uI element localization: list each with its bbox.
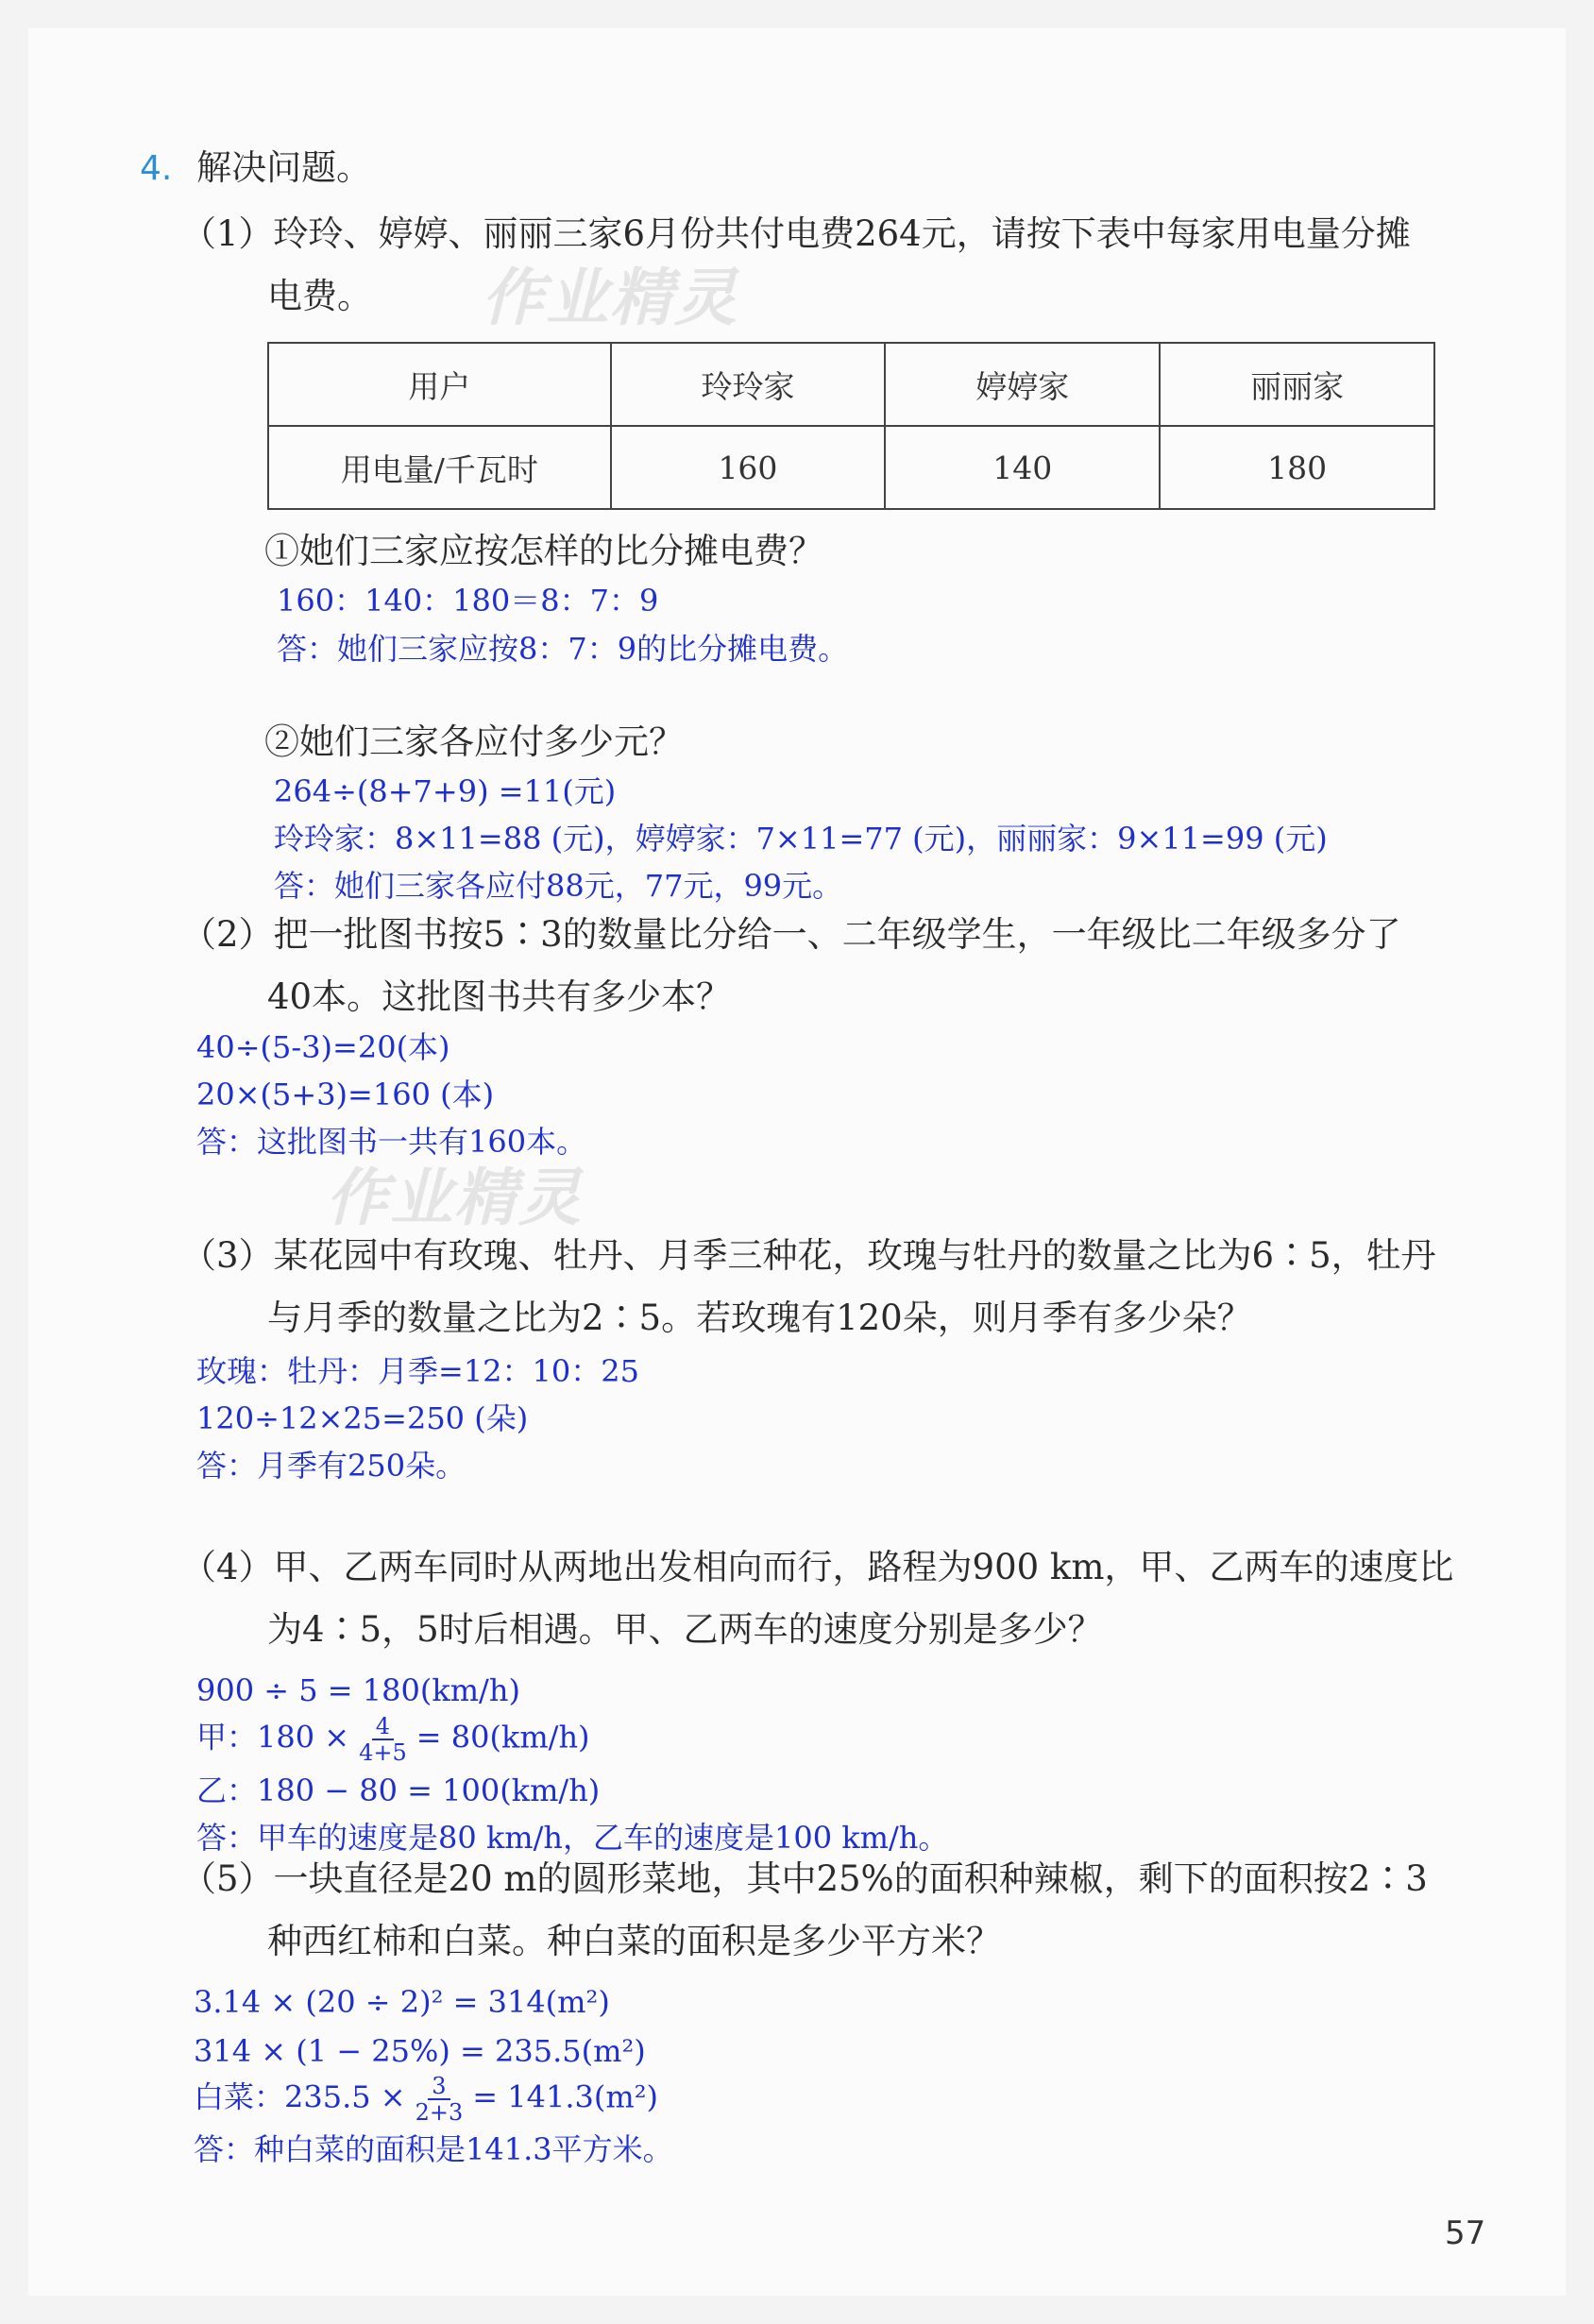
q5-answer-prefix: 白菜：235.5 × (194, 2078, 406, 2115)
section-heading (140, 145, 371, 192)
q5-answer-line: 314 × (1 − 25%) = 235.5(m²) (194, 2033, 646, 2069)
table-header-row (268, 343, 1434, 426)
watermark: 作业精灵 (482, 262, 738, 334)
q1-text-line1: （1）玲玲、婷婷、丽丽三家6月份共付电费264元，请按下表中每家用电量分摊 (181, 213, 1411, 254)
q5-answer-line: 答：种白菜的面积是141.3平方米。 (194, 2131, 673, 2167)
q5-text-line1: （5）一块直径是20 m的圆形菜地，其中25%的面积种辣椒，剩下的面积按2∶3 (181, 1858, 1428, 1899)
q1-sub1-answer-line: 答：她们三家应按8：7：9的比分摊电费。 (277, 631, 849, 667)
q5-answer-suffix: = 141.3(m²) (472, 2078, 658, 2115)
q2-answer-line: 40÷(5-3)=20(本) (196, 1029, 450, 1065)
table-cell: 160 (611, 426, 886, 509)
table-cell: 180 (1160, 426, 1434, 509)
q4-answer-line: 900 ÷ 5 = 180(km/h) (196, 1672, 520, 1708)
fraction (412, 2074, 467, 2125)
fraction-numerator: 4 (372, 1714, 394, 1740)
q4-text-line2: 为4∶5，5时后相遇。甲、乙两车的速度分别是多少？ (267, 1609, 1103, 1650)
table-cell: 用户 (268, 343, 611, 426)
q3-answer-line: 120÷12×25=250 (朵) (196, 1400, 529, 1436)
table-cell: 140 (885, 426, 1160, 509)
q1-sub1-answer-line: 160：140：180＝8：7：9 (277, 583, 659, 619)
q2-text-line1: （2）把一批图书按5∶3的数量比分给一、二年级学生，一年级比二年级多分了 (181, 914, 1401, 955)
table-cell: 婷婷家 (885, 343, 1160, 426)
q4-answer-line-fraction (196, 1714, 590, 1765)
section-title: 解决问题。 (196, 147, 372, 188)
fraction (355, 1714, 411, 1765)
q1-sub1-question: ①她们三家应按怎样的比分摊电费？ (264, 531, 823, 571)
section-number: 4. (140, 149, 173, 188)
q1-sub2-answer-line: 264÷(8+7+9) =11(元) (274, 773, 617, 809)
q3-text-line2: 与月季的数量之比为2∶5。若玫瑰有120朵，则月季有多少朵？ (267, 1298, 1252, 1338)
electricity-usage-table (267, 342, 1435, 510)
table-cell: 玲玲家 (611, 343, 886, 426)
q1-text-line2: 电费。 (267, 276, 372, 316)
q2-answer-line: 答：这批图书一共有160本。 (196, 1124, 587, 1160)
q1-sub2-question: ②她们三家各应付多少元？ (264, 721, 684, 762)
q5-answer-line: 3.14 × (20 ÷ 2)² = 314(m²) (194, 1984, 610, 2020)
table-cell: 用电量/千瓦时 (268, 426, 611, 509)
q4-answer-line: 答：甲车的速度是80 km/h，乙车的速度是100 km/h。 (196, 1820, 949, 1856)
fraction-denominator: 4+5 (359, 1739, 407, 1766)
q4-answer-prefix: 甲：180 × (196, 1719, 350, 1756)
q3-text-line1: （3）某花园中有玫瑰、牡丹、月季三种花，玫瑰与牡丹的数量之比为6∶5，牡丹 (181, 1235, 1436, 1276)
q3-answer-line: 答：月季有250朵。 (196, 1448, 466, 1484)
q1-sub2-answer-line: 答：她们三家各应付88元，77元，99元。 (274, 868, 843, 904)
q4-answer-line: 乙：180 − 80 = 100(km/h) (196, 1773, 601, 1808)
q4-answer-suffix: = 80(km/h) (415, 1719, 590, 1756)
q5-text-line2: 种西红柿和白菜。种白菜的面积是多少平方米？ (267, 1921, 1001, 1961)
q4-text-line1: （4）甲、乙两车同时从两地出发相向而行，路程为900 km，甲、乙两车的速度比 (181, 1547, 1454, 1587)
page-number: 57 (1445, 2214, 1486, 2252)
q3-answer-line: 玫瑰：牡丹：月季=12：10：25 (196, 1353, 639, 1389)
watermark: 作业精灵 (326, 1162, 583, 1234)
fraction-denominator: 2+3 (415, 2099, 464, 2126)
q5-answer-line-fraction (194, 2074, 658, 2125)
table-cell: 丽丽家 (1160, 343, 1434, 426)
q2-answer-line: 20×(5+3)=160 (本) (196, 1077, 495, 1112)
q1-sub2-answer-line: 玲玲家：8×11=88 (元)，婷婷家：7×11=77 (元)，丽丽家：9×11=99 (元) (274, 821, 1328, 857)
table-row (268, 426, 1434, 509)
q2-text-line2: 40本。这批图书共有多少本？ (267, 976, 732, 1017)
fraction-numerator: 3 (428, 2074, 449, 2100)
